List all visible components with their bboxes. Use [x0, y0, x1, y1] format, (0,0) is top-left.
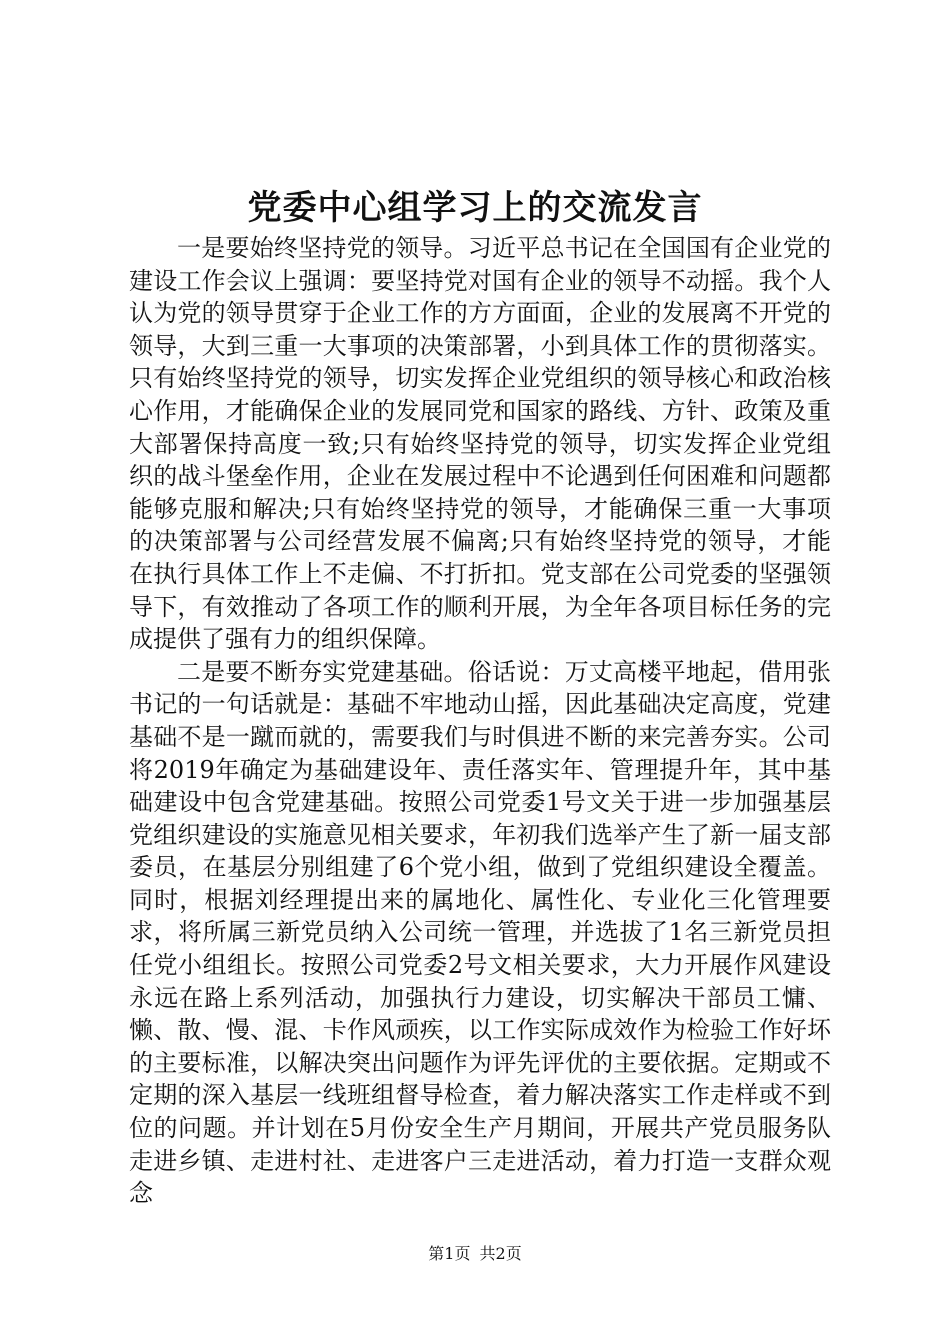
- page-total: 共2页: [479, 1244, 522, 1263]
- document-body: [129, 232, 831, 1210]
- page-footer: [0, 1242, 950, 1266]
- page-number: 第1页: [428, 1244, 471, 1263]
- paragraph-2: 二是要不断夯实党建基础。俗话说：万丈高楼平地起，借用张书记的一句话就是：基础不牢地动山摇，因此基础决定高度，党建基础不是一蹴而就的，需要我们与时俱进不断的来完善夯实。公司将2019年确定为基础建设年、责任落实年、管理提升年，其中基础建设中包含党建基础。按照公司党委1号文关于进一步加强基层党组织建设的实施意见相关要求，年初我们选举产生了新一届支部委员，在基层分别组建了6个党小组，做到了党组织建设全覆盖。同时，根据刘经理提出来的属地化、属性化、专业化三化管理要求，将所属三新党员纳入公司统一管理，并选拔了1名三新党员担任党小组组长。按照公司党委2号文相关要求，大力开展作风建设永远在路上系列活动，加强执行力建设，切实解决干部员工慵、懒、散、慢、混、卡作风顽疾，以工作实际成效作为检验工作好坏的主要标准，以解决突出问题作为评先评优的主要依据。定期或不定期的深入基层一线班组督导检查，着力解决落实工作走样或不到位的问题。并计划在5月份安全生产月期间，开展共产党员服务队走进乡镇、走进村社、走进客户三走进活动，着力打造一支群众观念: [129, 657, 831, 1208]
- document-title: 党委中心组学习上的交流发言: [247, 188, 703, 228]
- paragraph-1: 一是要始终坚持党的领导。习近平总书记在全国国有企业党的建设工作会议上强调：要坚持党对国有企业的领导不动摇。我个人认为党的领导贯穿于企业工作的方方面面，企业的发展离不开党的领导，大到三重一大事项的决策部署，小到具体工作的贯彻落实。只有始终坚持党的领导，切实发挥企业党组织的领导核心和政治核心作用，才能确保企业的发展同党和国家的路线、方针、政策及重大部署保持高度一致;只有始终坚持党的领导，切实发挥企业党组织的战斗堡垒作用，企业在发展过程中不论遇到任何困难和问题都能够克服和解决;只有始终坚持党的领导，才能确保三重一大事项的决策部署与公司经营发展不偏离;只有始终坚持党的领导，才能在执行具体工作上不走偏、不打折扣。党支部在公司党委的坚强领导下，有效推动了各项工作的顺利开展，为全年各项目标任务的完成提供了强有力的组织保障。: [129, 234, 831, 654]
